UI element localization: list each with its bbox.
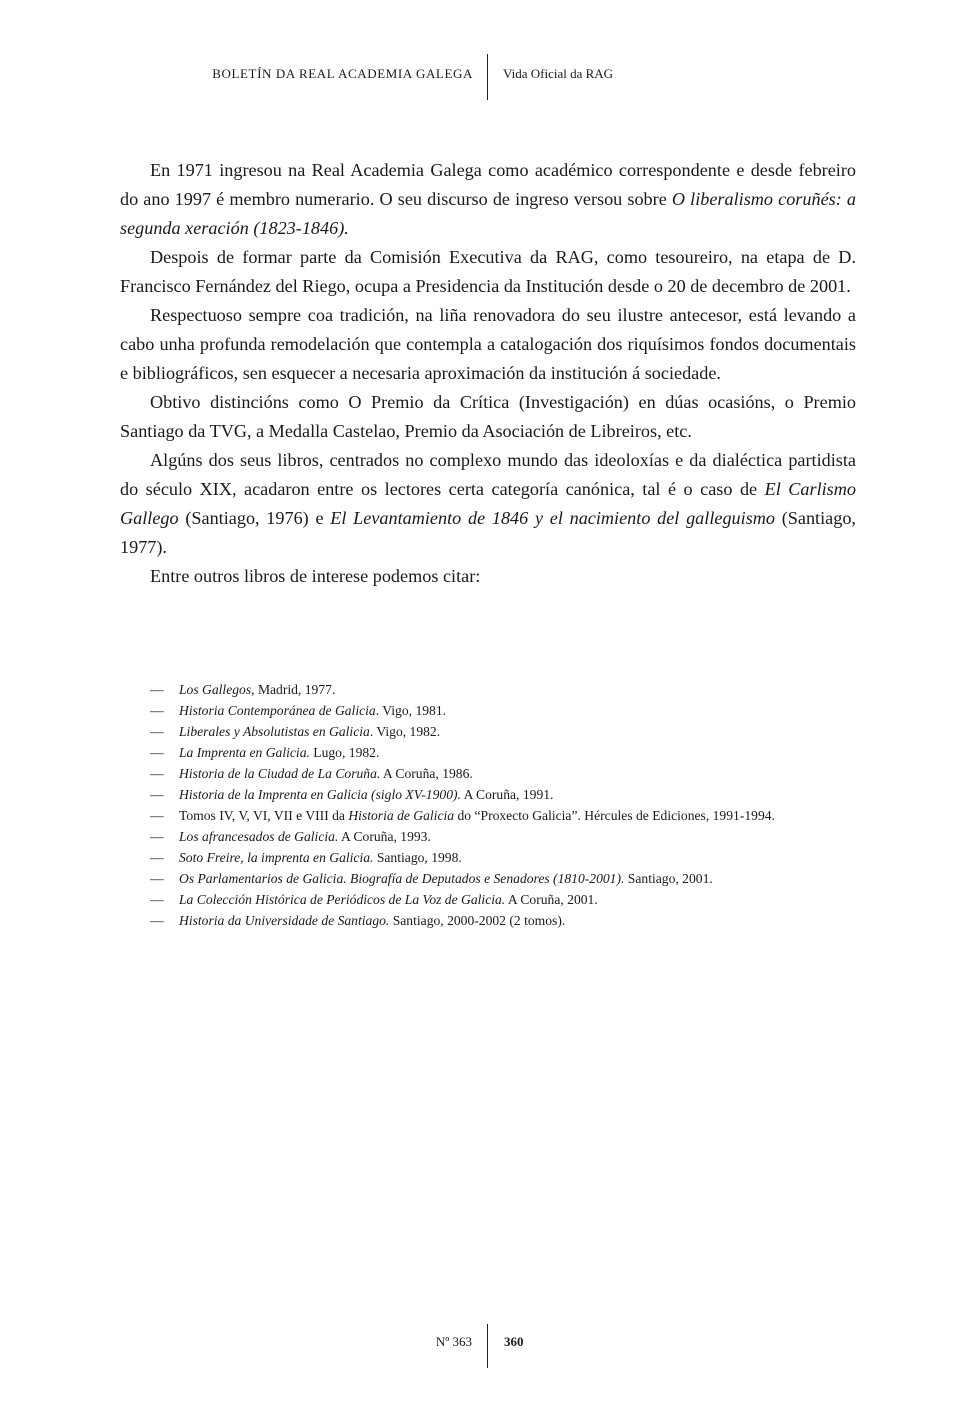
text-segment: (Santiago, 1977). — [120, 508, 856, 557]
header-divider — [487, 54, 488, 100]
bibliography-item — [150, 889, 870, 910]
item-title: Historia da Universidade de Santiago. — [179, 913, 390, 928]
item-details: do “Proxecto Galicia”. Hércules de Ediciones, 1991-1994. — [454, 808, 775, 823]
item-title: Historia Contemporánea de Galicia — [179, 703, 376, 718]
item-title: Historia de Galicia — [348, 808, 455, 823]
italic-title: O liberalismo coruñés: a segunda xeración (1823-1846). — [120, 189, 856, 238]
item-details: A Coruña, 1991. — [460, 787, 554, 802]
item-title: Soto Freire, la imprenta en Galicia. — [179, 850, 374, 865]
bibliography-item — [150, 868, 870, 889]
italic-title: El Carlismo Gallego — [120, 479, 856, 528]
body-paragraph — [120, 243, 856, 301]
body-paragraph — [120, 388, 856, 446]
bibliography-item — [150, 826, 870, 847]
item-details: Santiago, 2000-2002 (2 tomos). — [389, 913, 566, 928]
issue-number: Nº 363 — [435, 1334, 472, 1349]
list-dash: — — [150, 703, 164, 718]
list-dash: — — [150, 787, 164, 802]
list-dash: — — [150, 808, 164, 823]
bibliography-item — [150, 700, 870, 721]
bibliography-item — [150, 805, 870, 826]
bibliography-item — [150, 763, 870, 784]
item-title: La Colección Histórica de Periódicos de La Voz de Galicia. — [179, 892, 506, 907]
item-title: Historia de la Ciudad de La Coruña. — [179, 766, 381, 781]
item-details: Santiago, 2001. — [624, 871, 713, 886]
item-details: , Madrid, 1977. — [251, 682, 336, 697]
item-details: A Coruña, 1993. — [338, 829, 431, 844]
italic-title: El Levantamiento de 1846 y el nacimiento del galleguismo — [330, 508, 775, 528]
text-segment: (Santiago, 1976) e — [178, 508, 331, 528]
body-paragraph — [120, 156, 856, 243]
page-number: 360 — [504, 1334, 524, 1349]
list-dash: — — [150, 850, 164, 865]
text-segment: Obtivo distincións como O Premio da Crítica (Investigación) en dúas ocasións, o Premio Santiago da TVG, a Medalla Castelao, Premio da Asociación de Libreiros, etc. — [120, 392, 856, 441]
list-dash: — — [150, 913, 164, 928]
text-segment: Entre outros libros de interese podemos citar: — [150, 566, 481, 586]
bibliography-item — [150, 742, 870, 763]
item-title: Liberales y Absolutistas en Galicia — [179, 724, 370, 739]
item-details: . Vigo, 1982. — [369, 724, 441, 739]
bibliography-list — [150, 679, 870, 931]
text-segment: Despois de formar parte da Comisión Executiva da RAG, como tesoureiro, na etapa de D. Francisco Fernández del Riego, ocupa a Presidencia da Institución desde o 20 de decembro de 2001. — [120, 247, 856, 296]
text-segment: En 1971 ingresou na Real Academia Galega como académico correspondente e desde febreiro do ano 1997 é membro numerario. O seu discurso de ingreso versou sobre — [120, 160, 856, 209]
list-dash: — — [150, 829, 164, 844]
bibliography-item — [150, 847, 870, 868]
list-dash: — — [150, 724, 164, 739]
item-title: Historia de la Imprenta en Galicia (siglo XV-1900). — [179, 787, 461, 802]
item-title: La Imprenta en Galicia. — [179, 745, 310, 760]
section-title: Vida Oficial da RAG — [503, 66, 614, 81]
bibliography-item — [150, 910, 870, 931]
item-details: Santiago, 1998. — [373, 850, 462, 865]
item-prefix: Tomos IV, V, VI, VII e VIII da — [179, 808, 349, 823]
text-segment: Algúns dos seus libros, centrados no complexo mundo das ideoloxías e da dialéctica partidista do século XIX, acadaron entre os lectores certa categoría canónica, tal é o caso de — [120, 450, 856, 499]
journal-title: BOLETÍN DA REAL ACADEMIA GALEGA — [212, 66, 473, 81]
item-title: Los Gallegos — [179, 682, 252, 697]
list-dash: — — [150, 892, 164, 907]
bibliography-item — [150, 721, 870, 742]
item-details: . Vigo, 1981. — [375, 703, 447, 718]
item-details: Lugo, 1982. — [309, 745, 380, 760]
body-paragraph — [120, 301, 856, 388]
article-body — [120, 156, 856, 591]
item-details: A Coruña, 1986. — [380, 766, 473, 781]
bibliography-item — [150, 679, 870, 700]
list-dash: — — [150, 745, 164, 760]
body-paragraph — [120, 446, 856, 562]
page-footer — [0, 1324, 975, 1368]
item-details: A Coruña, 2001. — [505, 892, 598, 907]
list-dash: — — [150, 871, 164, 886]
bibliography-item — [150, 784, 870, 805]
list-dash: — — [150, 766, 164, 781]
body-paragraph — [120, 562, 856, 591]
running-header — [0, 54, 975, 100]
list-dash: — — [150, 682, 164, 697]
text-segment: Respectuoso sempre coa tradición, na liña renovadora do seu ilustre antecesor, está levando a cabo unha profunda remodelación que contempla a catalogación dos riquísimos fondos documentais e bibliográficos, sen esquecer a necesaria aproximación da institución á sociedade. — [120, 305, 856, 383]
footer-divider — [487, 1324, 488, 1368]
item-title: Los afrancesados de Galicia. — [179, 829, 339, 844]
item-title: Os Parlamentarios de Galicia. Biografía de Deputados e Senadores (1810-2001). — [179, 871, 625, 886]
